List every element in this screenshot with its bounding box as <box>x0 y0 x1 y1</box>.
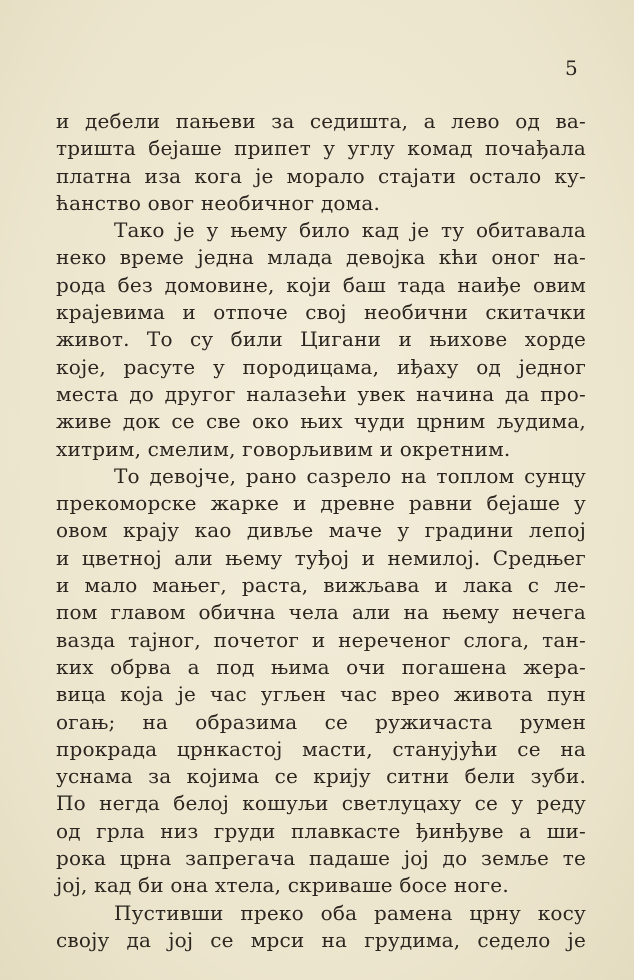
text-line: рока црна запрегача падаше јој до земље те <box>56 846 586 871</box>
text-line: и мало мањег, раста, вижљава и лака с ле- <box>56 573 586 598</box>
text-line: По негда белој кошуљи светлуцаху се у реду <box>56 791 586 816</box>
text-line: и дебели пањеви за седишта, а лево од ва- <box>56 109 586 133</box>
text-line: вазда тајног, почетог и нереченог слога, тан- <box>56 627 586 652</box>
body-text <box>56 108 586 954</box>
text-line: пом главом обична чела али на њему нечега <box>56 600 586 625</box>
text-line: хитрим, смелим, говорљивим и окретним. <box>56 436 511 461</box>
text-line: које, расуте у породицама, иђаху од једног <box>56 354 586 379</box>
text-line: неко време једна млада девојка кћи оног на- <box>56 245 586 270</box>
text-line: рода без домовине, који баш тада наиђе овим <box>56 272 586 297</box>
text-line: места до другог налазећи увек начина да про- <box>56 381 586 406</box>
text-line: уснама за којима се крију ситни бели зуби. <box>56 764 586 789</box>
paragraph-first-line: То девојче, рано сазрело на топлом сунцу <box>114 463 586 488</box>
text-line: платна иза кога је морало стајати остало ку- <box>56 163 586 188</box>
text-line: и цветној али њему туђој и немилој. Средњег <box>56 545 586 570</box>
text-line: вица која је час угљен час врео живота пун <box>56 682 586 707</box>
text-line: огањ; на образима се ружичаста румен <box>56 709 586 734</box>
text-line: ких обрва а под њима очи погашена жера- <box>56 654 586 679</box>
text-line: прокрада црнкастој масти, станујући се на <box>56 736 586 761</box>
text-line: ћанство овог необичног дома. <box>56 190 381 215</box>
text-line: своју да јој се мрси на грудима, седело је <box>56 927 586 952</box>
text-line: јој, кад би она хтела, скриваше босе ноге. <box>56 873 509 898</box>
text-line: живе док се све око њих чуди црним људима, <box>56 409 586 434</box>
text-line: прекоморске жарке и древне равни бејаше у <box>56 491 586 516</box>
text-line: живот. То су били Цигани и њихове хорде <box>56 327 586 352</box>
text-line: овом крају као дивље маче у градини лепој <box>56 518 586 543</box>
text-line: крајевима и отпоче свој необични скитачки <box>56 300 586 325</box>
paragraph-first-line: Тако је у њему било кад је ту обитавала <box>114 218 586 243</box>
page-number: 5 <box>565 56 578 80</box>
text-line: тришта бејаше припет у углу комад почађала <box>56 136 586 161</box>
text-line: од грла низ груди плавкасте ђинђуве а ши- <box>56 818 586 843</box>
paragraph-first-line: Пустивши преко оба рамена црну косу <box>114 900 586 925</box>
